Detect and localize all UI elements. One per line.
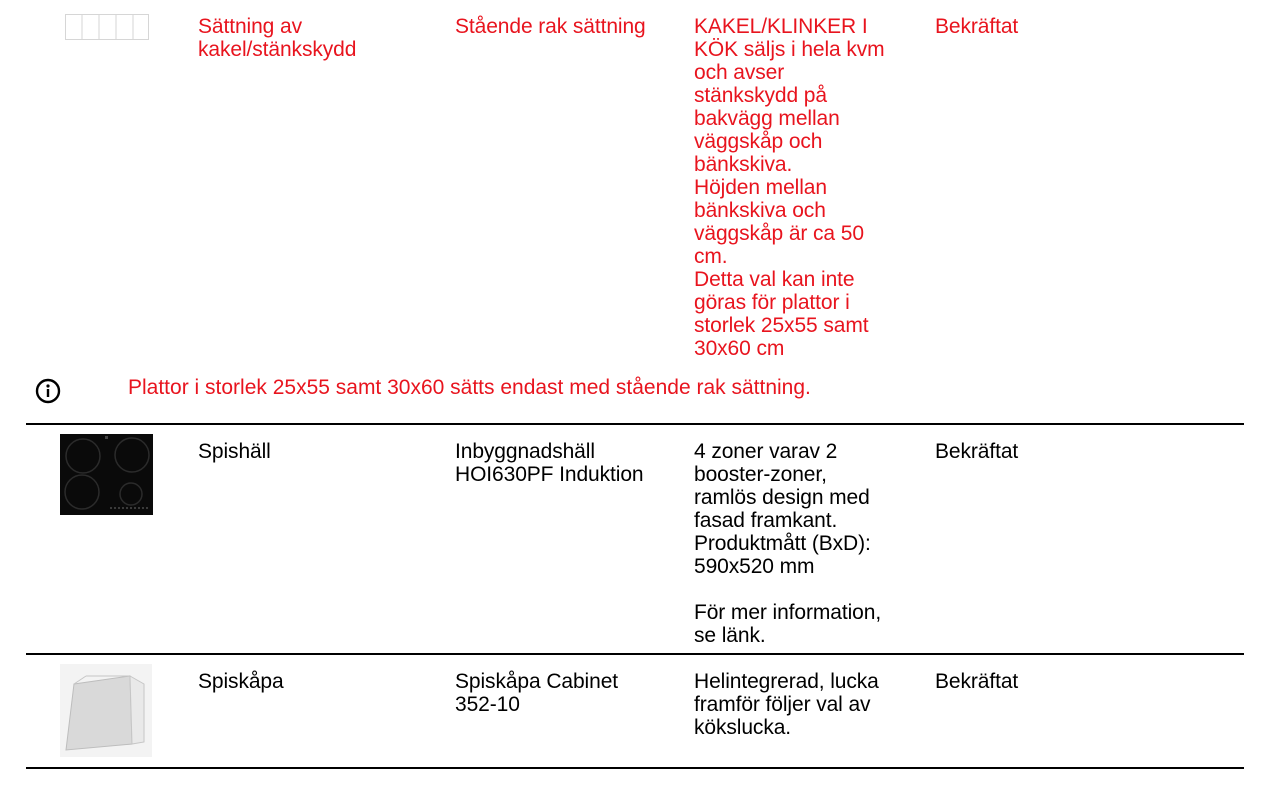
- status-cell: Bekräftat: [935, 440, 1019, 463]
- product-cell: Spiskåpa Cabinet 352-10: [455, 670, 619, 716]
- row-divider: [26, 653, 1244, 655]
- product-cell: Inbyggnadshäll HOI630PF Induktion: [455, 440, 644, 486]
- row-divider: [26, 423, 1244, 425]
- category-cell: Spiskåpa: [198, 670, 284, 693]
- tile-pattern-icon: [65, 14, 149, 40]
- description-cell: Helintegrerad, lucka framför följer val av kökslucka.: [694, 670, 879, 739]
- info-note-text: Plattor i storlek 25x55 samt 30x60 sätts endast med stående rak sättning.: [128, 376, 811, 399]
- category-cell: Sättning av kakel/stänkskydd: [198, 15, 357, 61]
- category-cell: Spishäll: [198, 440, 271, 463]
- cooker-hood-icon: [60, 664, 152, 757]
- info-icon: [35, 378, 61, 404]
- induction-hob-icon: [60, 434, 153, 515]
- description-cell: KAKEL/KLINKER I KÖK säljs i hela kvm och avser stänkskydd på bakvägg mellan väggskåp och bänkskiva. Höjden mellan bänkskiva och väggskåp är ca 50 cm. Detta val kan inte göras för plattor i storlek 25x55 samt 30x60 cm: [694, 15, 885, 360]
- row-divider: [26, 767, 1244, 769]
- description-cell: 4 zoner varav 2 booster-zoner, ramlös design med fasad framkant. Produktmått (BxD): 590x520 mm För mer information, se länk.: [694, 440, 882, 647]
- status-cell: Bekräftat: [935, 15, 1019, 38]
- product-cell: Stående rak sättning: [455, 15, 646, 38]
- status-cell: Bekräftat: [935, 670, 1019, 693]
